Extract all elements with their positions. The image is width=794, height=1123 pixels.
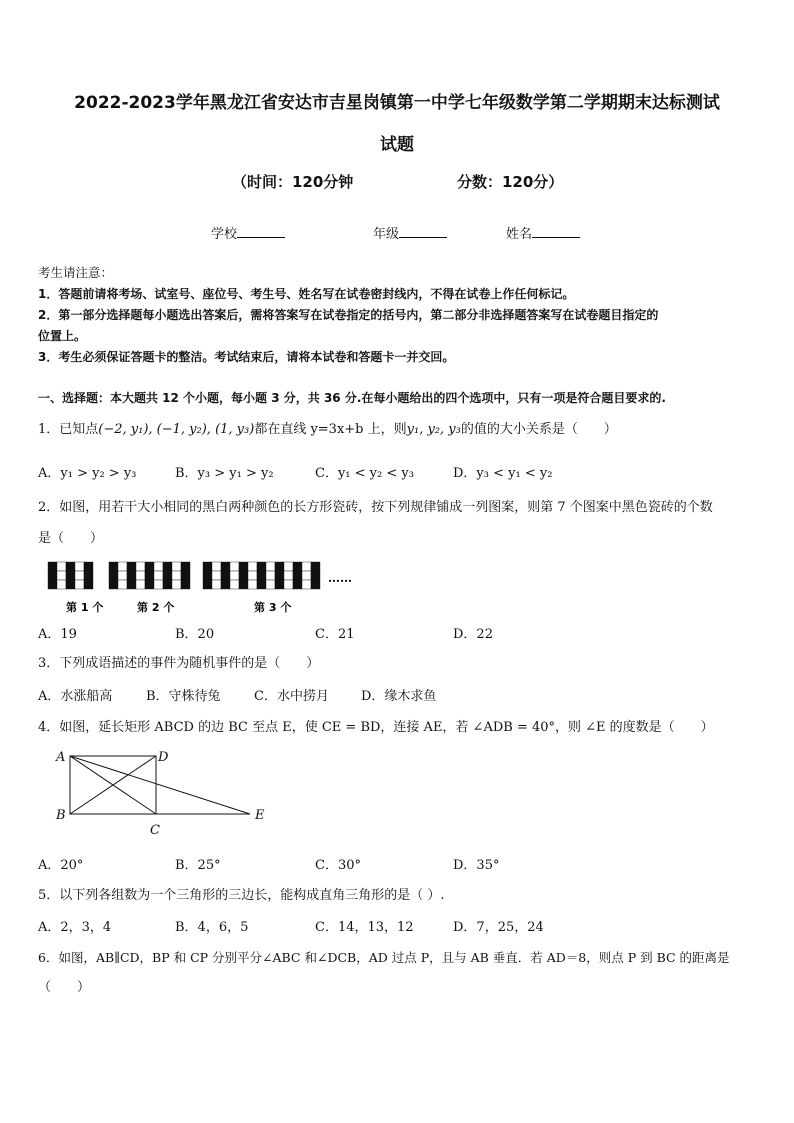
white-tile [154,580,163,589]
black-tile [127,562,136,571]
black-tile [239,571,248,580]
white-tile [118,580,127,589]
grade-label: 年级 [373,227,400,242]
fig-ellipsis: …… [328,571,352,585]
q4-option-a[interactable]: A．20° [38,858,84,873]
white-tile [154,571,163,580]
rectangle-figure [52,748,282,840]
black-tile [163,562,172,571]
white-tile [212,562,221,571]
q4-option-d[interactable]: D．35° [453,858,500,873]
white-tile [248,562,257,571]
white-tile [75,580,84,589]
question-2-line2: 是（ ） [38,531,104,546]
black-tile [293,562,302,571]
notice-item-3: 3．考生必须保证答题卡的整洁。考试结束后，请将本试卷和答题卡一并交回。 [38,350,455,364]
name-blank [532,225,580,238]
name-label: 姓名 [506,227,533,242]
label-c: C [150,823,160,838]
black-tile [48,562,57,571]
white-tile [75,571,84,580]
q1-option-a[interactable]: A．y₁ > y₂ > y₃ [38,466,137,481]
black-tile [145,580,154,589]
page-title-line1: 2022-2023学年黑龙江省安达市吉星岗镇第一中学七年级数学第二学期期末达标测试 [74,93,720,113]
question-5: 5．以下列各组数为一个三角形的三边长，能构成直角三角形的是（ ）. [38,888,445,903]
q1-option-d[interactable]: D．y₃ < y₁ < y₂ [453,466,553,481]
white-tile [57,580,66,589]
q3-option-b[interactable]: B．守株待兔 [146,689,221,704]
white-tile [284,571,293,580]
white-tile [57,562,66,571]
black-tile [257,580,266,589]
school-blank [237,225,285,238]
q3-option-a[interactable]: A．水涨船高 [38,689,113,704]
white-tile [230,571,239,580]
tile-group [48,562,320,589]
black-tile [181,562,190,571]
black-tile [145,571,154,580]
white-tile [230,562,239,571]
black-tile [84,562,93,571]
black-tile [311,562,320,571]
black-tile [239,580,248,589]
white-tile [136,571,145,580]
q2-option-b[interactable]: B．20 [175,627,215,642]
tile-pattern-figure [46,560,366,618]
q5-option-b[interactable]: B．4，6，5 [175,920,249,935]
black-tile [84,571,93,580]
black-tile [221,562,230,571]
black-tile [66,562,75,571]
black-tile [257,562,266,571]
white-tile [172,562,181,571]
black-tile [293,580,302,589]
name-field [506,223,580,242]
white-tile [266,580,275,589]
white-tile [172,580,181,589]
black-tile [163,580,172,589]
q1-option-c[interactable]: C．y₁ < y₂ < y₃ [315,466,414,481]
black-tile [109,571,118,580]
q1-prefix: 1．已知点 [38,422,99,437]
black-tile [48,580,57,589]
black-tile [127,580,136,589]
black-tile [275,562,284,571]
white-tile [248,571,257,580]
label-a: A [56,750,66,765]
white-tile [230,580,239,589]
label-d: D [158,750,169,765]
grade-blank [399,225,447,238]
white-tile [57,571,66,580]
label-b: B [56,808,66,823]
black-tile [311,571,320,580]
question-3: 3．下列成语描述的事件为随机事件的是（ ） [38,656,320,671]
q2-option-c[interactable]: C．21 [315,627,355,642]
black-tile [109,562,118,571]
q1-option-b[interactable]: B．y₃ > y₁ > y₂ [175,466,274,481]
fig-label-3: 第 3 个 [254,601,292,614]
question-6-line1: 6．如图，AB∥CD，BP 和 CP 分别平分∠ABC 和∠DCB，AD 过点 P，且与 AB 垂直．若 AD＝8，则点 P 到 BC 的距离是 [38,950,730,965]
black-tile [293,571,302,580]
q4-option-b[interactable]: B．25° [175,858,221,873]
black-tile [311,580,320,589]
white-tile [154,562,163,571]
notice-item-2: 2．第一部分选择题每小题选出答案后，需将答案写在试卷指定的括号内，第二部分非选择题答案写在试卷题目指定的 [38,308,659,322]
black-tile [239,562,248,571]
black-tile [257,571,266,580]
white-tile [266,562,275,571]
q2-option-d[interactable]: D．22 [453,627,493,642]
label-e: E [255,808,265,823]
black-tile [84,580,93,589]
question-4: 4．如图，延长矩形 ABCD 的边 BC 至点 E，使 CE = BD，连接 AE，若 ∠ADB = 40°，则 ∠E 的度数是（ ） [38,720,714,735]
q1-mid: 都在直线 y=3x+b 上，则 [254,422,407,437]
black-tile [109,580,118,589]
black-tile [163,571,172,580]
exam-score: 分数：120分） [457,173,564,191]
q4-option-c[interactable]: C．30° [315,858,361,873]
white-tile [302,562,311,571]
black-tile [48,571,57,580]
notice-item-1: 1．答题前请将考场、试室号、座位号、考生号、姓名写在试卷密封线内，不得在试卷上作任何标记。 [38,287,575,301]
white-tile [284,580,293,589]
white-tile [212,580,221,589]
q1-points: (−2, y₁), (−1, y₂), (1, y₃) [98,422,255,437]
black-tile [66,580,75,589]
black-tile [221,571,230,580]
white-tile [302,571,311,580]
q5-option-c[interactable]: C．14，13，12 [315,920,414,935]
black-tile [275,580,284,589]
white-tile [118,571,127,580]
q1-suffix: 的值的大小关系是（ ） [460,422,617,437]
white-tile [266,571,275,580]
q3-option-c[interactable]: C．水中捞月 [254,689,329,704]
notice-item-2-cont: 位置上。 [38,329,87,343]
black-tile [145,562,154,571]
white-tile [136,562,145,571]
page-title-line2: 试题 [380,135,414,155]
black-tile [127,571,136,580]
school-label: 学校 [211,227,238,242]
black-tile [203,580,212,589]
white-tile [212,571,221,580]
grade-field [373,223,447,242]
white-tile [284,562,293,571]
q5-option-d[interactable]: D．7，25，24 [453,920,544,935]
white-tile [248,580,257,589]
question-2-line1: 2．如图，用若干大小相同的黑白两种颜色的长方形瓷砖，按下列规律铺成一列图案，则第 7 个图案中黑色瓷砖的个数 [38,500,713,515]
white-tile [136,580,145,589]
question-6-line2: （ ） [38,980,91,995]
white-tile [302,580,311,589]
black-tile [203,562,212,571]
q5-option-a[interactable]: A．2，3，4 [38,920,112,935]
q2-option-a[interactable]: A．19 [38,627,77,642]
fig-label-1: 第 1 个 [66,601,104,614]
notice-heading: 考生请注意： [38,265,114,280]
question-1 [38,420,617,440]
black-tile [181,580,190,589]
section-heading: 一、选择题：本大题共 12 个小题，每小题 3 分，共 36 分.在每小题给出的四个选项中，只有一项是符合题目要求的. [38,391,666,405]
white-tile [118,562,127,571]
white-tile [172,571,181,580]
white-tile [75,562,84,571]
q1-vars: y₁, y₂, y₃ [406,422,461,437]
black-tile [203,571,212,580]
fig-label-2: 第 2 个 [137,601,175,614]
black-tile [221,580,230,589]
q3-option-d[interactable]: D．缘木求鱼 [361,689,437,704]
black-tile [275,571,284,580]
black-tile [181,571,190,580]
school-field [211,223,285,242]
black-tile [66,571,75,580]
exam-time: （时间：120分钟 [232,173,354,191]
